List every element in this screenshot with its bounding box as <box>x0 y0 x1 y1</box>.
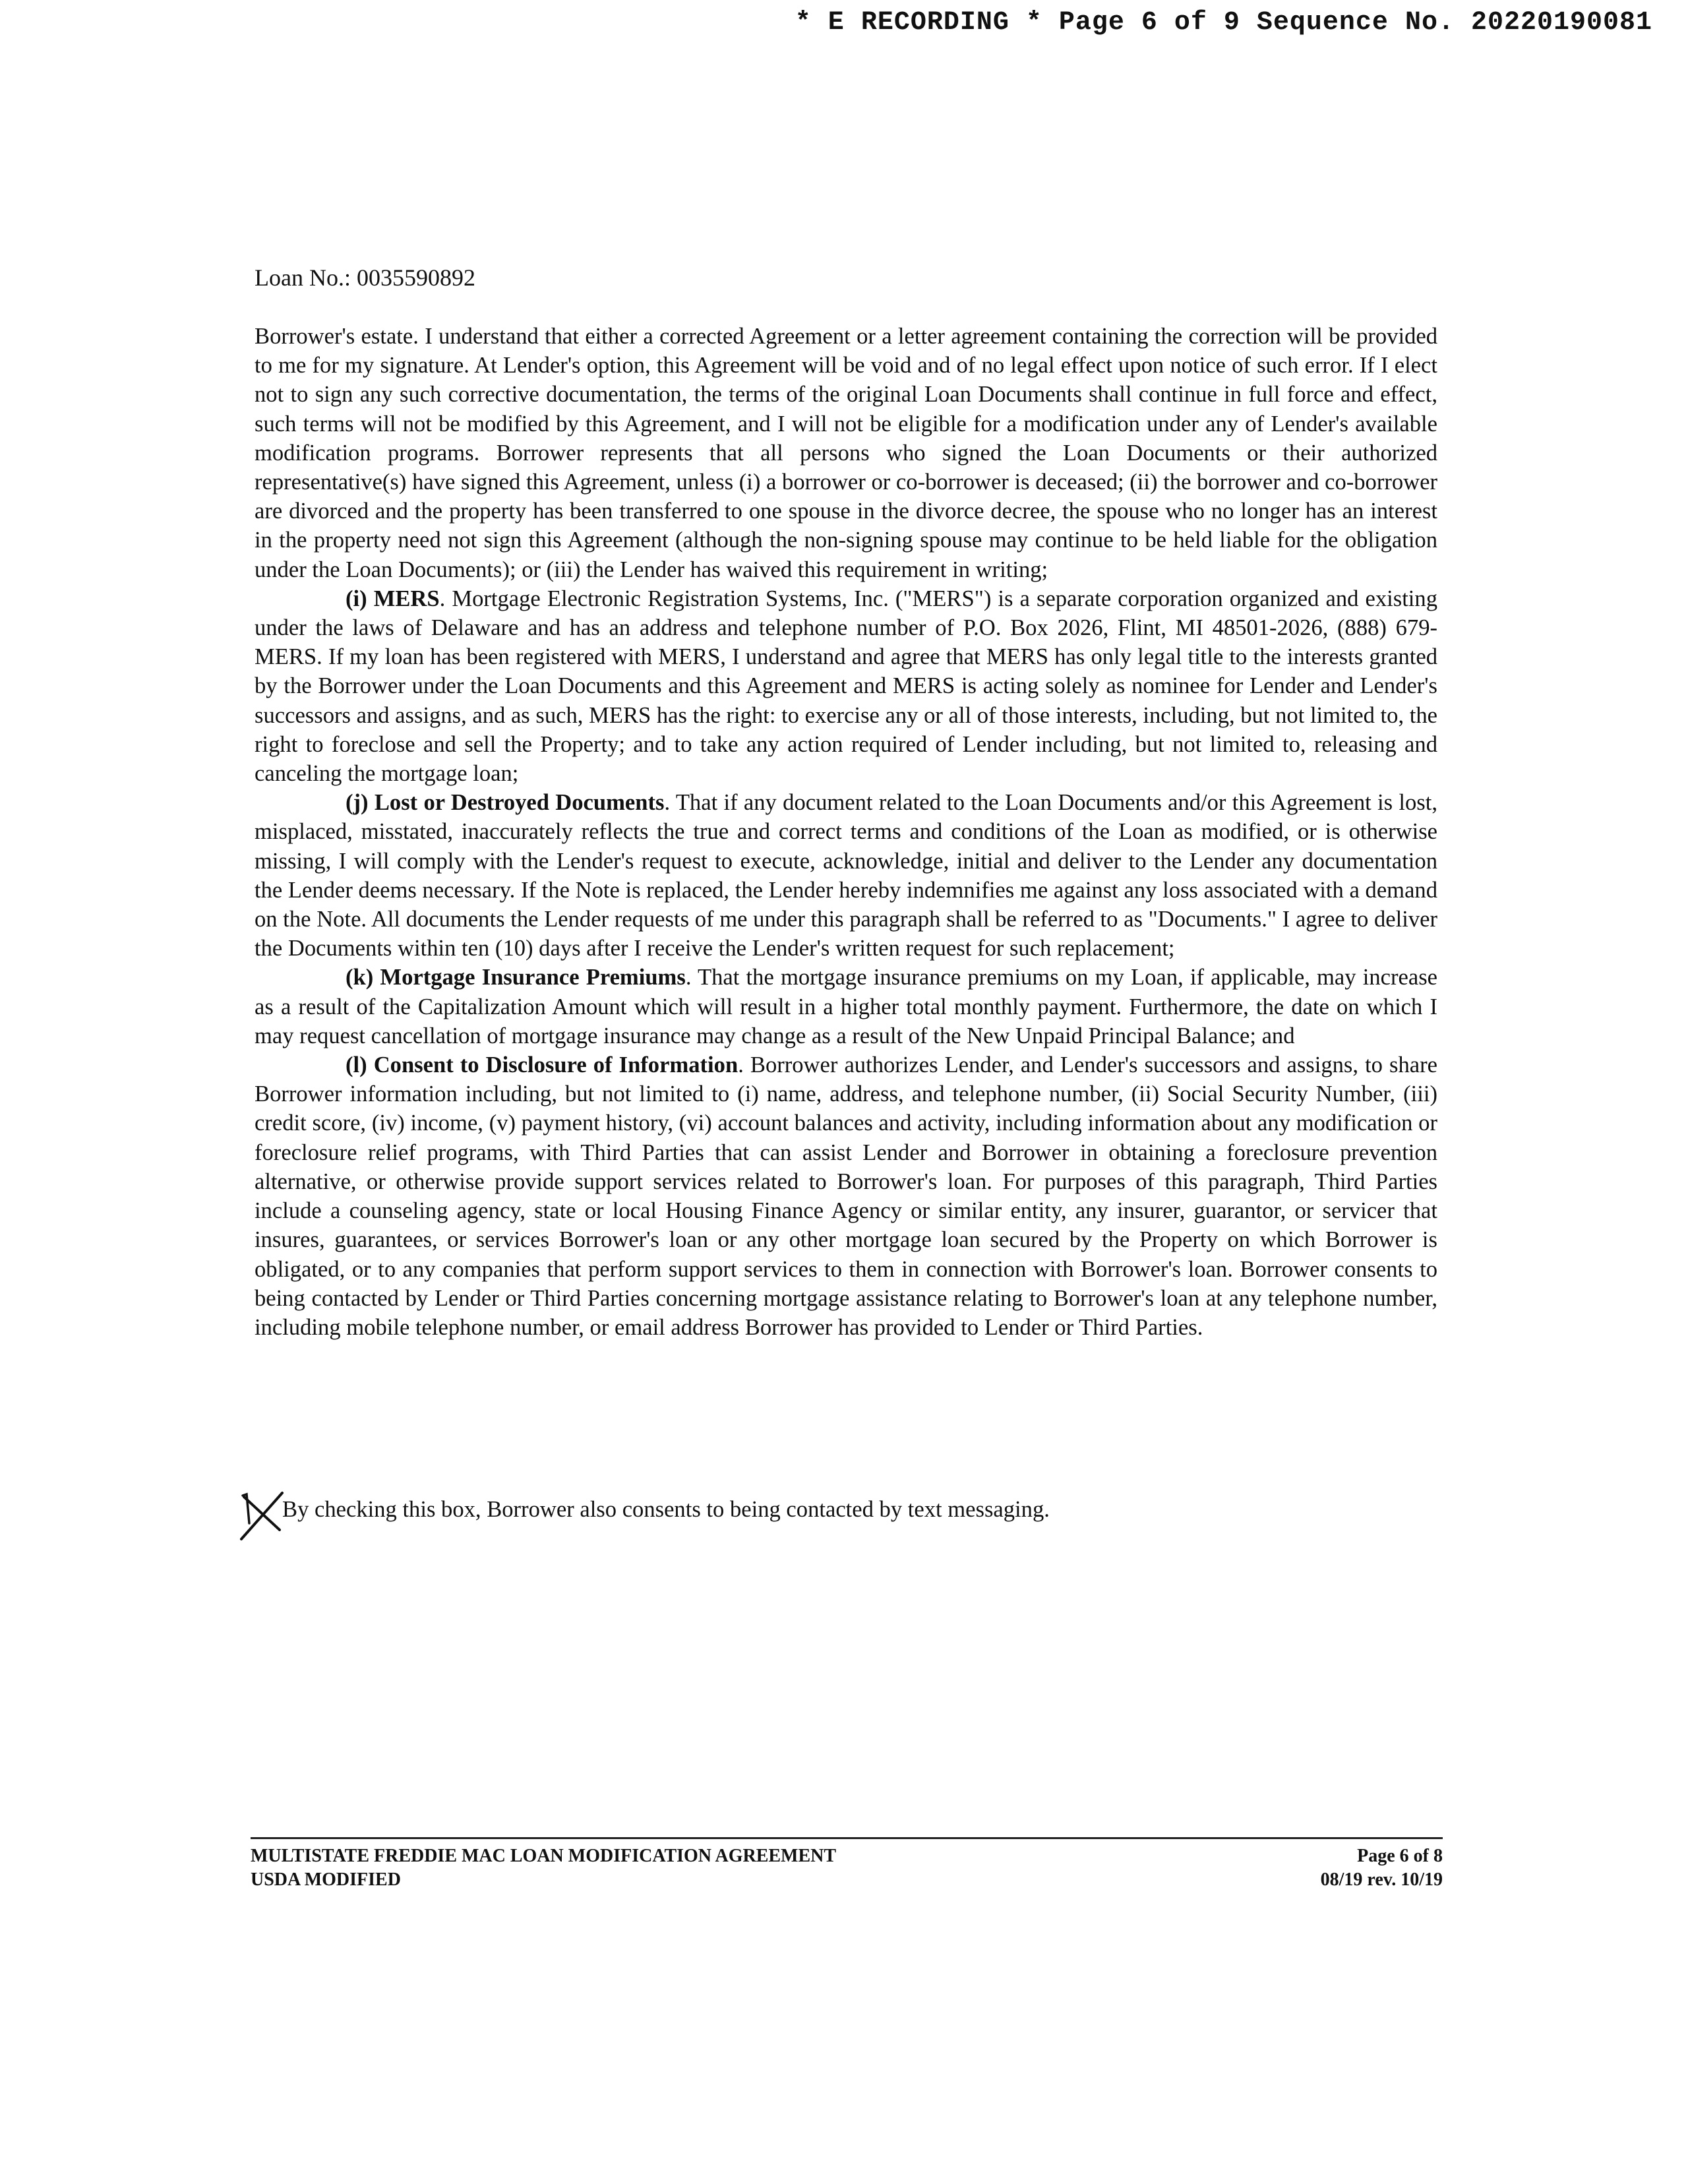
paragraph-text: . That if any document related to the Loan Documents and/or this Agreement is lost, misplaced, misstated, inaccurately reflects the true and correct terms and conditions of the Loan as modified, or is otherwise missing, I will comply with the Lender's request to execute, acknowledge, initial and deliver to the Lender any documentation the Lender deems necessary. If the Note is replaced, the Lender hereby indemnifies me against any loss associated with a demand on the Note. All documents the Lender requests of me under this paragraph shall be referred to as "Documents." I agree to deliver the Documents within ten (10) days after I receive the Lender's written request for such replacement; <box>255 790 1437 961</box>
checkbox-x-mark-icon[interactable] <box>237 1489 287 1542</box>
paragraph-mers <box>255 584 1437 788</box>
paragraph-text: . Mortgage Electronic Registration Systems, Inc. ("MERS") is a separate corporation organized and existing under the laws of Delaware and has an address and telephone number of P.O. Box 2026, Flint, MI 48501-2026, (888) 679-MERS. If my loan has been registered with MERS, I understand and agree that MERS has only legal title to the interests granted by the Borrower under the Loan Documents and this Agreement and MERS is acting solely as nominee for Lender and Lender's successors and assigns, and as such, MERS has the right: to exercise any or all of those interests, including, but not limited to, the right to foreclose and sell the Property; and to take any action required of Lender including, but not limited to, releasing and canceling the mortgage loan; <box>255 586 1437 787</box>
paragraph-text: . That the mortgage insurance premiums on my Loan, if applicable, may increase as a result of the Capitalization Amount which will result in a higher total monthly payment. Furthermore, the date on which I may request cancellation of mortgage insurance may change as a result of the New Unpaid Principal Balance; and <box>255 965 1437 1048</box>
loan-number: Loan No.: 0035590892 <box>255 264 475 291</box>
text-consent-label: By checking this box, Borrower also consents to being contacted by text messaging. <box>282 1497 1050 1522</box>
paragraph-disclosure <box>255 1050 1437 1342</box>
footer-page-number: Page 6 of 8 <box>1357 1846 1443 1866</box>
page-footer <box>251 1837 1443 1892</box>
agreement-body <box>255 322 1437 1342</box>
paragraph-continuation <box>255 322 1437 584</box>
footer-form-subtitle: USDA MODIFIED <box>251 1869 401 1890</box>
paragraph-heading: (j) Lost or Destroyed Documents <box>346 790 665 816</box>
paragraph-text: Borrower's estate. I understand that either a corrected Agreement or a letter agreement containing the correction will be provided to me for my signature. At Lender's option, this Agreement will be void and of no legal effect upon notice of such error. If I elect not to sign any such corrective documentation, the terms of the original Loan Documents shall continue in full force and effect, such terms will not be modified by this Agreement, and I will not be eligible for a modification under any of Lender's available modification programs. Borrower represents that all persons who signed the Loan Documents or their authorized representative(s) have signed this Agreement, unless (i) a borrower or co-borrower is deceased; (ii) the borrower and co-borrower are divorced and the property has been transferred to one spouse in the divorce decree, the spouse who no longer has an interest in the property need not sign this Agreement (although the non-signing spouse may continue to be held liable for the obligation under the Loan Documents); or (iii) the Lender has waived this requirement in writing; <box>255 324 1437 582</box>
paragraph-text: . Borrower authorizes Lender, and Lender's successors and assigns, to share Borrower information including, but not limited to (i) name, address, and telephone number, (ii) Social Security Number, (iii) credit score, (iv) income, (v) payment history, (vi) account balances and activity, including information about any modification or foreclosure relief programs, with Third Parties that can assist Lender and Borrower in obtaining a foreclosure prevention alternative, or otherwise provide support services related to Borrower's loan. For purposes of this paragraph, Third Parties include a counseling agency, state or local Housing Finance Agency or similar entity, any insurer, guarantor, or servicer that insures, guarantees, or services Borrower's loan or any other mortgage loan secured by the Property on which Borrower is obligated, or to any companies that perform support services to them in connection with Borrower's loan. Borrower consents to being contacted by Lender or Third Parties concerning mortgage assistance relating to Borrower's loan at any telephone number, including mobile telephone number, or email address Borrower has provided to Lender or Third Parties. <box>255 1052 1437 1340</box>
recording-header: * E RECORDING * Page 6 of 9 Sequence No. 20220190081 <box>795 8 1652 38</box>
paragraph-heading: (i) MERS <box>346 586 440 611</box>
footer-revision: 08/19 rev. 10/19 <box>1320 1869 1443 1890</box>
paragraph-lost-documents <box>255 788 1437 963</box>
footer-form-title: MULTISTATE FREDDIE MAC LOAN MODIFICATION AGREEMENT <box>251 1846 837 1866</box>
paragraph-heading: (l) Consent to Disclosure of Information <box>346 1052 738 1078</box>
paragraph-heading: (k) Mortgage Insurance Premiums <box>346 965 686 990</box>
paragraph-mortgage-insurance <box>255 963 1437 1050</box>
